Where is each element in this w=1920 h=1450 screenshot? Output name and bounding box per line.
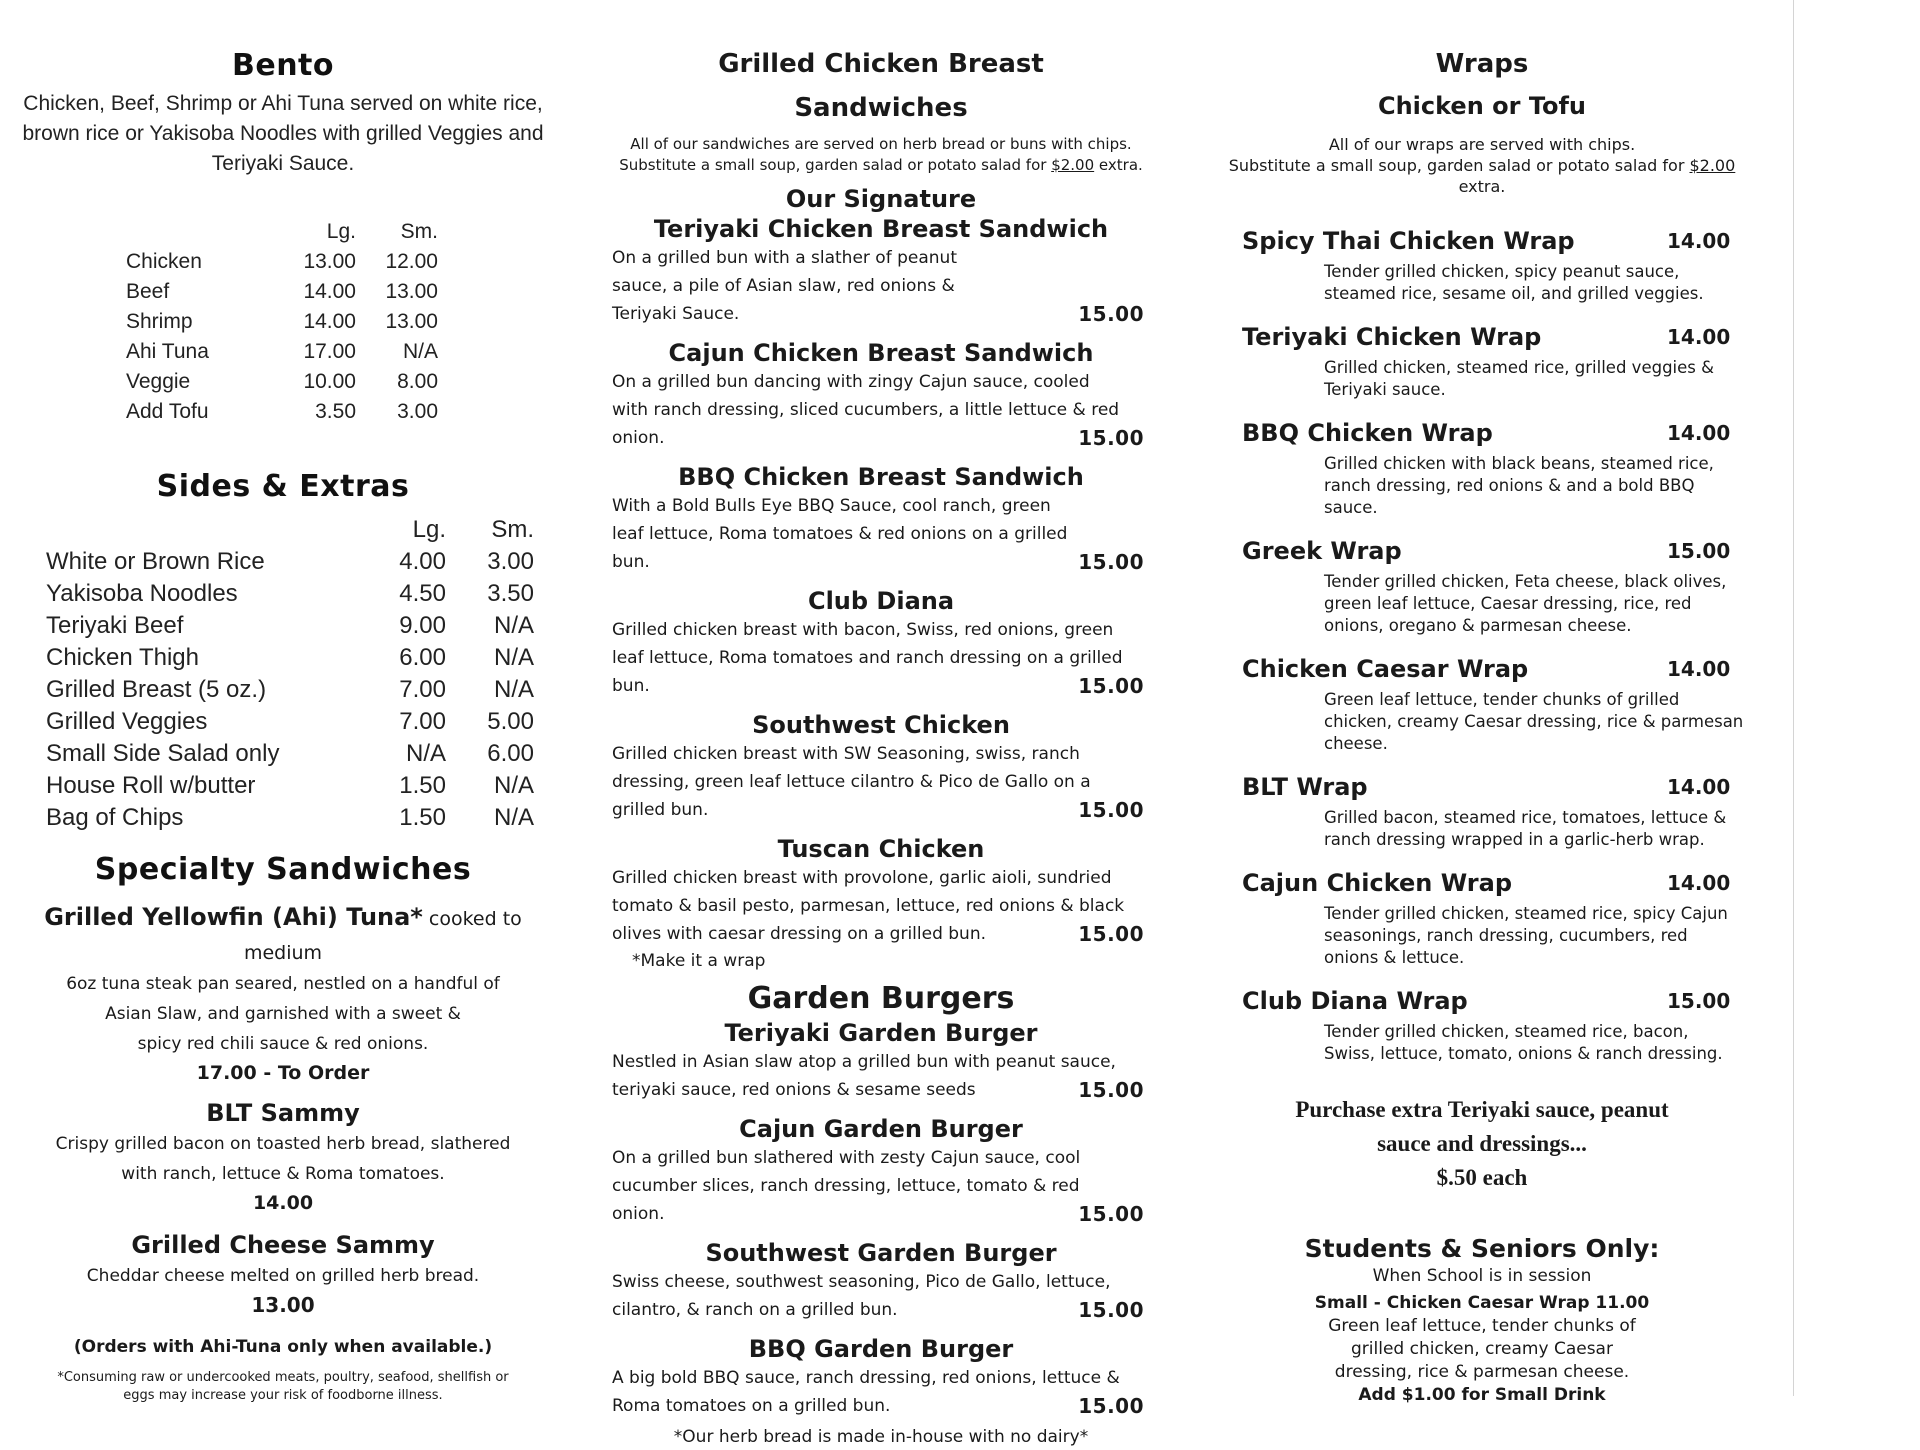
bento-title: Bento bbox=[231, 48, 335, 83]
bento-item-lg: 10.00 bbox=[303, 370, 356, 393]
side-item-name: House Roll w/butter bbox=[46, 772, 256, 799]
menu-item-desc bbox=[608, 616, 1154, 700]
blt-price: 14.00 bbox=[252, 1192, 314, 1214]
bento-price-table bbox=[126, 217, 438, 427]
side-item-lg: 7.00 bbox=[399, 708, 446, 735]
bento-item-lg: 17.00 bbox=[303, 340, 356, 363]
menu-item-desc-text: Nestled in Asian slaw atop a grilled bun with peanut sauce, teriyaki sauce, red onions & sesame seeds bbox=[612, 1052, 1116, 1100]
substitute-price: $2.00 bbox=[1051, 156, 1095, 174]
bento-item-lg: 14.00 bbox=[303, 310, 356, 333]
list-item bbox=[1212, 533, 1752, 637]
side-item-lg: 1.50 bbox=[399, 772, 446, 799]
wrap-price: 14.00 bbox=[1667, 325, 1731, 349]
list-item bbox=[608, 1334, 1154, 1420]
side-item-sm: 6.00 bbox=[487, 740, 534, 767]
page-edge-line bbox=[1793, 0, 1794, 1396]
sides-header-sm: Sm. bbox=[491, 516, 534, 543]
chicken-substitute-note bbox=[608, 155, 1154, 176]
side-item-name: Chicken Thigh bbox=[46, 644, 199, 671]
list-item bbox=[1212, 223, 1752, 305]
wrap-desc: Tender grilled chicken, steamed rice, bacon, Swiss, lettuce, tomato, onions & ranch dressing. bbox=[1324, 1022, 1723, 1063]
table-row bbox=[126, 337, 438, 367]
side-item-name: Teriyaki Beef bbox=[46, 612, 184, 639]
wrap-desc: Green leaf lettuce, tender chunks of grilled chicken, creamy Caesar dressing, rice & parmesan cheese. bbox=[1324, 690, 1744, 753]
wrap-desc: Grilled chicken with black beans, steamed rice, ranch dressing, red onions & and a bold BBQ sauce. bbox=[1324, 454, 1714, 517]
side-item-sm: 3.00 bbox=[487, 548, 534, 575]
menu-item-price: 15.00 bbox=[1078, 674, 1144, 698]
wrap-price: 14.00 bbox=[1667, 871, 1731, 895]
wrap-name: Cajun Chicken Wrap bbox=[1242, 869, 1513, 897]
list-item bbox=[608, 214, 1154, 328]
wrap-name: BBQ Chicken Wrap bbox=[1242, 419, 1493, 447]
substitute-text: Substitute a small soup, garden salad or potato salad for bbox=[1228, 156, 1690, 175]
blt-desc-line: Crispy grilled bacon on toasted herb bread, slathered bbox=[55, 1134, 511, 1154]
bento-item-sm: 8.00 bbox=[397, 370, 438, 393]
garden-burgers-title: Garden Burgers bbox=[747, 981, 1015, 1016]
bento-item-sm: 3.00 bbox=[397, 400, 438, 423]
wrap-desc: Grilled chicken, steamed rice, grilled veggies & Teriyaki sauce. bbox=[1324, 358, 1714, 399]
wrap-price: 14.00 bbox=[1667, 421, 1731, 445]
list-item bbox=[608, 834, 1154, 948]
side-item-sm: N/A bbox=[493, 772, 534, 799]
menu-item-desc-text: On a grilled bun with a slather of peanut sauce, a pile of Asian slaw, red onions & Teriyaki Sauce. bbox=[612, 248, 957, 324]
menu-item-desc bbox=[608, 864, 1154, 948]
list-item bbox=[608, 462, 1154, 576]
bento-item-lg: 13.00 bbox=[303, 250, 356, 273]
left-column bbox=[18, 40, 548, 1405]
tuna-desc-line: Asian Slaw, and garnished with a sweet & bbox=[105, 1004, 461, 1024]
table-row bbox=[46, 738, 534, 770]
menu-item-price: 15.00 bbox=[1078, 426, 1144, 450]
wraps-title: Wraps bbox=[1435, 49, 1529, 79]
bento-item-name: Veggie bbox=[126, 370, 191, 393]
students-seniors-title: Students & Seniors Only: bbox=[1304, 1234, 1660, 1263]
cheese-name: Grilled Cheese Sammy bbox=[131, 1231, 435, 1259]
tuna-desc-line: 6oz tuna steak pan seared, nestled on a handful of bbox=[66, 974, 500, 994]
menu-item-price: 15.00 bbox=[1078, 550, 1144, 574]
cheese-price: 13.00 bbox=[251, 1293, 315, 1317]
table-row bbox=[46, 578, 534, 610]
list-item bbox=[1212, 319, 1752, 401]
wrap-name: Club Diana Wrap bbox=[1242, 987, 1468, 1015]
consumption-warning: eggs may increase your risk of foodborne illness. bbox=[123, 1388, 443, 1403]
menu-item-name: BBQ Garden Burger bbox=[748, 1335, 1014, 1363]
extra-sauce-price: $.50 each bbox=[1436, 1165, 1528, 1190]
bento-item-sm: 13.00 bbox=[385, 310, 438, 333]
substitute-price: $2.00 bbox=[1689, 156, 1736, 175]
wrap-desc: Tender grilled chicken, spicy peanut sauce, steamed rice, sesame oil, and grilled veggies. bbox=[1324, 262, 1704, 303]
sides-header-name bbox=[46, 514, 366, 546]
list-item bbox=[608, 710, 1154, 824]
menu-item-desc bbox=[608, 1268, 1154, 1324]
table-row bbox=[126, 367, 438, 397]
menu-item-desc bbox=[608, 1364, 1154, 1420]
bento-item-name: Beef bbox=[126, 280, 170, 303]
bento-header-name bbox=[126, 217, 286, 247]
table-row bbox=[46, 546, 534, 578]
side-item-name: Yakisoba Noodles bbox=[46, 580, 238, 607]
cheese-desc: Cheddar cheese melted on grilled herb bread. bbox=[86, 1266, 480, 1286]
wrap-price: 14.00 bbox=[1667, 229, 1731, 253]
table-row bbox=[46, 674, 534, 706]
bento-item-lg: 3.50 bbox=[315, 400, 356, 423]
menu-item-desc bbox=[608, 368, 1154, 452]
table-row bbox=[126, 277, 438, 307]
side-item-lg: 4.50 bbox=[399, 580, 446, 607]
tuna-name: Grilled Yellowfin (Ahi) Tuna* bbox=[44, 903, 423, 931]
specialty-cheese bbox=[18, 1229, 548, 1319]
menu-item-price: 15.00 bbox=[1078, 922, 1144, 946]
bento-item-sm: 13.00 bbox=[385, 280, 438, 303]
side-item-sm: N/A bbox=[493, 644, 534, 671]
wraps-served-note: All of our wraps are served with chips. bbox=[1328, 135, 1636, 154]
menu-item-price: 15.00 bbox=[1078, 1394, 1144, 1418]
specialty-tuna bbox=[18, 901, 548, 1087]
chicken-section-title: Grilled Chicken Breast bbox=[718, 49, 1044, 79]
list-item bbox=[608, 1114, 1154, 1228]
menu-item-desc bbox=[608, 492, 1154, 576]
wrap-name: Greek Wrap bbox=[1242, 537, 1402, 565]
wrap-name: Teriyaki Chicken Wrap bbox=[1242, 323, 1542, 351]
bento-item-lg: 14.00 bbox=[303, 280, 356, 303]
menu-item-price: 15.00 bbox=[1078, 1078, 1144, 1102]
wrap-price: 15.00 bbox=[1667, 989, 1731, 1013]
side-item-lg: N/A bbox=[405, 740, 446, 767]
wrap-desc: Tender grilled chicken, steamed rice, spicy Cajun seasonings, ranch dressing, cucumbers, red onions & lettuce. bbox=[1324, 904, 1728, 967]
side-item-sm: N/A bbox=[493, 612, 534, 639]
sides-title: Sides & Extras bbox=[156, 469, 410, 504]
menu-item-price: 15.00 bbox=[1078, 302, 1144, 326]
wrap-name: BLT Wrap bbox=[1242, 773, 1368, 801]
list-item bbox=[608, 1018, 1154, 1104]
side-item-name: Bag of Chips bbox=[46, 804, 184, 831]
menu-item-name: Teriyaki Garden Burger bbox=[724, 1019, 1038, 1047]
sides-header-lg: Lg. bbox=[412, 516, 446, 543]
bento-item-name: Ahi Tuna bbox=[126, 340, 209, 363]
menu-item-name: Southwest Garden Burger bbox=[705, 1239, 1057, 1267]
side-item-name: Small Side Salad only bbox=[46, 740, 280, 767]
table-row bbox=[46, 642, 534, 674]
side-item-lg: 9.00 bbox=[399, 612, 446, 639]
extra-sauce-line: sauce and dressings... bbox=[1377, 1131, 1587, 1156]
bento-item-name: Shrimp bbox=[126, 310, 193, 333]
side-item-sm: 3.50 bbox=[487, 580, 534, 607]
menu-item-price: 15.00 bbox=[1078, 1298, 1144, 1322]
middle-column bbox=[608, 40, 1154, 1450]
wrap-price: 14.00 bbox=[1667, 657, 1731, 681]
side-item-sm: N/A bbox=[493, 804, 534, 831]
students-line: Green leaf lettuce, tender chunks of bbox=[1328, 1316, 1636, 1336]
menu-item-desc-text: Grilled chicken breast with provolone, garlic aioli, sundried tomato & basil pesto, parmesan, lettuce, red onions & black olives with caesar dressing on a grilled bun. bbox=[612, 868, 1125, 944]
menu-item-desc bbox=[608, 740, 1154, 824]
tuna-price: 17.00 - To Order bbox=[196, 1062, 370, 1084]
menu-item-name: Cajun Chicken Breast Sandwich bbox=[668, 339, 1094, 367]
menu-item-desc bbox=[608, 1048, 1154, 1104]
list-item bbox=[608, 338, 1154, 452]
chicken-served-note: All of our sandwiches are served on herb bread or buns with chips. bbox=[630, 135, 1132, 153]
wraps-subtitle: Chicken or Tofu bbox=[1377, 92, 1587, 120]
menu-item-name: Club Diana bbox=[807, 587, 955, 615]
sides-price-table bbox=[46, 514, 534, 834]
bento-item-sm: 12.00 bbox=[385, 250, 438, 273]
menu-item-desc-text: On a grilled bun dancing with zingy Cajun sauce, cooled with ranch dressing, sliced cucumbers, a little lettuce & red onion. bbox=[612, 372, 1120, 448]
bento-description: Chicken, Beef, Shrimp or Ahi Tuna served on white rice, brown rice or Yakisoba Noodles with grilled Veggies and Teriyaki Sauce. bbox=[22, 92, 544, 175]
table-row bbox=[46, 706, 534, 738]
menu-item-name: Tuscan Chicken bbox=[777, 835, 985, 863]
side-item-lg: 4.00 bbox=[399, 548, 446, 575]
blt-desc-line: with ranch, lettuce & Roma tomatoes. bbox=[121, 1164, 445, 1184]
table-row bbox=[126, 397, 438, 427]
menu-item-desc-text: On a grilled bun slathered with zesty Cajun sauce, cool cucumber slices, ranch dressing, lettuce, tomato & red onion. bbox=[612, 1148, 1081, 1224]
wraps-substitute-note bbox=[1212, 155, 1752, 197]
table-row bbox=[126, 307, 438, 337]
tuna-desc-line: spicy red chili sauce & red onions. bbox=[137, 1034, 429, 1054]
menu-item-name: BBQ Chicken Breast Sandwich bbox=[678, 463, 1084, 491]
specialty-title: Specialty Sandwiches bbox=[94, 852, 472, 887]
students-line: When School is in session bbox=[1372, 1266, 1592, 1286]
table-row bbox=[126, 247, 438, 277]
table-row bbox=[46, 802, 534, 834]
tuna-title bbox=[18, 901, 548, 969]
side-item-name: Grilled Veggies bbox=[46, 708, 208, 735]
list-item bbox=[1212, 983, 1752, 1065]
menu-item-name: Teriyaki Chicken Breast Sandwich bbox=[653, 215, 1109, 243]
right-column bbox=[1212, 40, 1752, 1407]
menu-item-desc-text: Grilled chicken breast with bacon, Swiss, red onions, green leaf lettuce, Roma tomatoes and ranch dressing on a grilled bun. bbox=[612, 620, 1123, 696]
herb-bread-note: *Our herb bread is made in-house with no dairy* bbox=[673, 1427, 1089, 1447]
wrap-desc: Tender grilled chicken, Feta cheese, black olives, green leaf lettuce, Caesar dressing, rice, red onions, oregano & parmesan cheese. bbox=[1324, 572, 1727, 635]
specialty-blt bbox=[18, 1097, 548, 1217]
consumption-warning: *Consuming raw or undercooked meats, poultry, seafood, shellfish or bbox=[57, 1370, 509, 1385]
list-item bbox=[1212, 415, 1752, 519]
menu-item-name: Southwest Chicken bbox=[752, 711, 1010, 739]
extra-sauce-line: Purchase extra Teriyaki sauce, peanut bbox=[1295, 1097, 1669, 1122]
tuna-suffix: cooked to medium bbox=[243, 908, 522, 964]
students-line: dressing, rice & parmesan cheese. bbox=[1334, 1362, 1630, 1382]
menu-item-desc-text: A big bold BBQ sauce, ranch dressing, red onions, lettuce & Roma tomatoes on a grilled bun. bbox=[612, 1368, 1120, 1416]
wraps-list bbox=[1212, 223, 1752, 1065]
list-item bbox=[608, 1238, 1154, 1324]
wrap-price: 14.00 bbox=[1667, 775, 1731, 799]
make-it-wrap-note: *Make it a wrap bbox=[632, 951, 766, 971]
bento-item-name: Add Tofu bbox=[126, 400, 209, 423]
signature-label: Our Signature bbox=[785, 185, 977, 213]
side-item-sm: N/A bbox=[493, 676, 534, 703]
wrap-desc: Grilled bacon, steamed rice, tomatoes, lettuce & ranch dressing wrapped in a garlic-herb wrap. bbox=[1324, 808, 1727, 849]
substitute-text-end: extra. bbox=[1094, 156, 1143, 174]
wrap-name: Spicy Thai Chicken Wrap bbox=[1242, 227, 1575, 255]
side-item-lg: 6.00 bbox=[399, 644, 446, 671]
list-item bbox=[1212, 769, 1752, 851]
bento-header-lg: Lg. bbox=[326, 220, 356, 243]
menu-item-desc-text: Swiss cheese, southwest seasoning, Pico de Gallo, lettuce, cilantro, & ranch on a grilled bun. bbox=[612, 1272, 1111, 1320]
side-item-sm: 5.00 bbox=[487, 708, 534, 735]
bento-header-sm: Sm. bbox=[400, 220, 438, 243]
menu-item-desc bbox=[608, 244, 1154, 328]
substitute-text: Substitute a small soup, garden salad or potato salad for bbox=[619, 156, 1052, 174]
menu-item-price: 15.00 bbox=[1078, 1202, 1144, 1226]
blt-name: BLT Sammy bbox=[206, 1099, 360, 1127]
substitute-text-end: extra. bbox=[1458, 177, 1506, 196]
list-item bbox=[1212, 865, 1752, 969]
list-item bbox=[1212, 651, 1752, 755]
side-item-name: Grilled Breast (5 oz.) bbox=[46, 676, 267, 703]
ahi-availability-note: (Orders with Ahi-Tuna only when available.) bbox=[73, 1337, 493, 1357]
wrap-name: Chicken Caesar Wrap bbox=[1242, 655, 1529, 683]
bento-item-sm: N/A bbox=[402, 340, 438, 363]
menu-item-desc bbox=[608, 1144, 1154, 1228]
students-line: grilled chicken, creamy Caesar bbox=[1351, 1339, 1613, 1359]
chicken-section-subtitle: Sandwiches bbox=[794, 93, 968, 123]
wrap-price: 15.00 bbox=[1667, 539, 1731, 563]
table-row bbox=[46, 610, 534, 642]
side-item-lg: 1.50 bbox=[399, 804, 446, 831]
students-offer: Small - Chicken Caesar Wrap 11.00 bbox=[1314, 1293, 1650, 1313]
menu-item-desc-text: Grilled chicken breast with SW Seasoning, swiss, ranch dressing, green leaf lettuce cilantro & Pico de Gallo on a grilled bun. bbox=[612, 744, 1091, 820]
extra-sauce-note bbox=[1212, 1093, 1752, 1195]
menu-item-name: Cajun Garden Burger bbox=[739, 1115, 1023, 1143]
table-row bbox=[46, 770, 534, 802]
side-item-lg: 7.00 bbox=[399, 676, 446, 703]
bento-item-name: Chicken bbox=[126, 250, 202, 273]
list-item bbox=[608, 586, 1154, 700]
students-drink-addon: Add $1.00 for Small Drink bbox=[1358, 1385, 1606, 1405]
menu-item-price: 15.00 bbox=[1078, 798, 1144, 822]
menu-item-desc-text: With a Bold Bulls Eye BBQ Sauce, cool ranch, green leaf lettuce, Roma tomatoes & red onions on a grilled bun. bbox=[612, 496, 1068, 572]
side-item-name: White or Brown Rice bbox=[46, 548, 265, 575]
